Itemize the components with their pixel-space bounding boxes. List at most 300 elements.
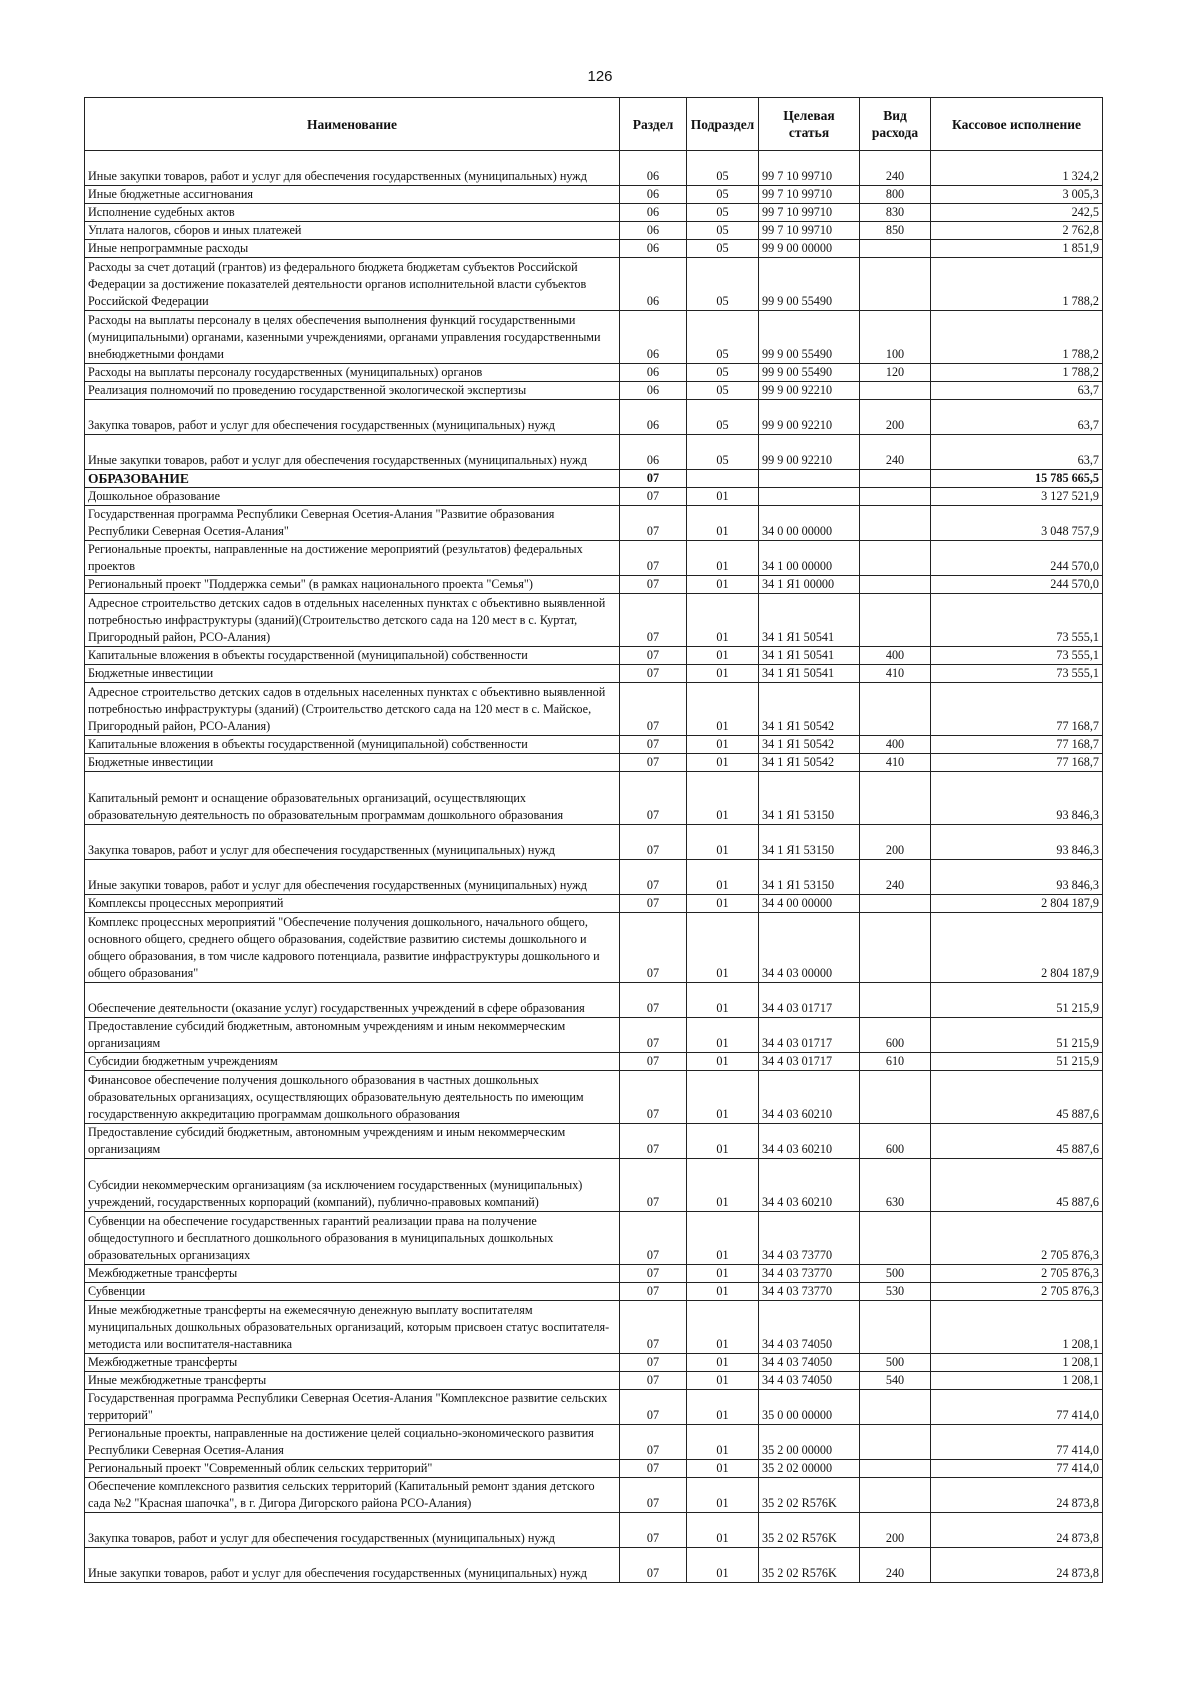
row-amount: 93 846,3 (931, 825, 1103, 860)
table-row (85, 204, 1103, 222)
row-name: Расходы на выплаты персоналу в целях обеспечения выполнения функций государственными (муниципальными) органами, казенными учреждениями, органами управления государственными внебюджетными фондами (85, 311, 620, 364)
row-section-code: 06 (620, 222, 687, 240)
row-expense-type: 530 (860, 1283, 931, 1301)
row-amount: 93 846,3 (931, 772, 1103, 825)
row-amount: 77 414,0 (931, 1425, 1103, 1460)
row-section-code: 07 (620, 1071, 687, 1124)
row-name: Обеспечение комплексного развития сельских территорий (Капитальный ремонт здания детского сада №2 "Красная шапочка", в г. Дигора Дигорского района РСО-Алания) (85, 1478, 620, 1513)
row-expense-type: 800 (860, 186, 931, 204)
row-amount: 2 804 187,9 (931, 913, 1103, 983)
row-amount: 1 208,1 (931, 1354, 1103, 1372)
row-name: Иные бюджетные ассигнования (85, 186, 620, 204)
row-expense-type (860, 258, 931, 311)
table-row (85, 364, 1103, 382)
row-subsection-code: 01 (687, 647, 759, 665)
header-section: Раздел (620, 98, 687, 151)
row-name: Расходы за счет дотаций (грантов) из федерального бюджета бюджетам субъектов Российской Федерации за достижение показателей деятельности органов исполнительной власти субъектов Российской Федерации (85, 258, 620, 311)
row-article-code: 34 4 03 74050 (759, 1372, 860, 1390)
table-row (85, 258, 1103, 311)
row-expense-type: 850 (860, 222, 931, 240)
row-section-code: 07 (620, 772, 687, 825)
row-amount: 73 555,1 (931, 594, 1103, 647)
row-article-code: 99 9 00 55490 (759, 311, 860, 364)
row-article-code: 99 9 00 92210 (759, 400, 860, 435)
row-expense-type (860, 1460, 931, 1478)
row-name: Бюджетные инвестиции (85, 754, 620, 772)
table-row (85, 222, 1103, 240)
row-article-code: 99 7 10 99710 (759, 204, 860, 222)
table-row (85, 488, 1103, 506)
row-subsection-code: 01 (687, 754, 759, 772)
row-expense-type (860, 913, 931, 983)
row-name: Субсидии бюджетным учреждениям (85, 1053, 620, 1071)
row-amount: 73 555,1 (931, 665, 1103, 683)
row-subsection-code: 01 (687, 1390, 759, 1425)
row-name: Дошкольное образование (85, 488, 620, 506)
table-row (85, 435, 1103, 470)
row-name: Иные непрограммные расходы (85, 240, 620, 258)
row-amount: 24 873,8 (931, 1478, 1103, 1513)
row-section-code: 07 (620, 1354, 687, 1372)
row-expense-type: 120 (860, 364, 931, 382)
row-expense-type (860, 541, 931, 576)
row-article-code (759, 488, 860, 506)
row-amount: 2 705 876,3 (931, 1283, 1103, 1301)
row-expense-type (860, 1390, 931, 1425)
row-amount: 3 005,3 (931, 186, 1103, 204)
row-expense-type: 240 (860, 860, 931, 895)
table-row (85, 186, 1103, 204)
row-expense-type: 200 (860, 400, 931, 435)
row-subsection-code: 01 (687, 1460, 759, 1478)
row-section-code: 07 (620, 754, 687, 772)
row-amount: 15 785 665,5 (931, 470, 1103, 488)
row-section-code: 07 (620, 895, 687, 913)
row-name: Капитальные вложения в объекты государственной (муниципальной) собственности (85, 736, 620, 754)
row-name: Региональный проект "Поддержка семьи" (в рамках национального проекта "Семья") (85, 576, 620, 594)
row-name: Иные межбюджетные трансферты на ежемесячную денежную выплату воспитателям муниципальных дошкольных образовательных организаций, которым присвоен статус воспитателя-методиста или воспитателя-наставника (85, 1301, 620, 1354)
row-section-code: 07 (620, 1283, 687, 1301)
row-article-code: 35 0 00 00000 (759, 1390, 860, 1425)
row-amount: 1 324,2 (931, 151, 1103, 186)
row-section-code: 07 (620, 983, 687, 1018)
row-subsection-code: 01 (687, 1548, 759, 1583)
row-amount: 1 788,2 (931, 258, 1103, 311)
row-section-code: 07 (620, 1425, 687, 1460)
row-name: Межбюджетные трансферты (85, 1265, 620, 1283)
row-expense-type (860, 895, 931, 913)
row-subsection-code: 05 (687, 258, 759, 311)
row-expense-type: 500 (860, 1265, 931, 1283)
row-subsection-code: 01 (687, 772, 759, 825)
row-expense-type: 610 (860, 1053, 931, 1071)
row-article-code: 34 1 Я1 50541 (759, 665, 860, 683)
row-amount: 51 215,9 (931, 1018, 1103, 1053)
row-section-code: 06 (620, 311, 687, 364)
header-name: Наименование (85, 98, 620, 151)
table-row (85, 736, 1103, 754)
row-amount: 63,7 (931, 435, 1103, 470)
table-row (85, 1390, 1103, 1425)
row-article-code: 99 9 00 92210 (759, 382, 860, 400)
row-article-code: 34 1 Я1 53150 (759, 860, 860, 895)
row-amount: 244 570,0 (931, 576, 1103, 594)
row-article-code: 34 1 Я1 53150 (759, 825, 860, 860)
row-expense-type: 240 (860, 1548, 931, 1583)
row-subsection-code: 01 (687, 665, 759, 683)
row-article-code: 99 7 10 99710 (759, 222, 860, 240)
row-expense-type: 400 (860, 736, 931, 754)
row-article-code: 34 4 03 01717 (759, 1018, 860, 1053)
table-row (85, 240, 1103, 258)
table-row (85, 895, 1103, 913)
row-subsection-code: 01 (687, 488, 759, 506)
row-name: Комплексы процессных мероприятий (85, 895, 620, 913)
row-expense-type (860, 772, 931, 825)
row-name: Реализация полномочий по проведению государственной экологической экспертизы (85, 382, 620, 400)
row-amount: 1 788,2 (931, 311, 1103, 364)
row-subsection-code: 01 (687, 1053, 759, 1071)
row-expense-type: 830 (860, 204, 931, 222)
budget-table (84, 97, 1103, 1583)
row-amount: 45 887,6 (931, 1159, 1103, 1212)
row-article-code: 35 2 02 R576K (759, 1513, 860, 1548)
row-expense-type (860, 506, 931, 541)
table-row (85, 860, 1103, 895)
row-section-code: 07 (620, 541, 687, 576)
row-article-code: 99 7 10 99710 (759, 151, 860, 186)
row-article-code: 34 1 Я1 53150 (759, 772, 860, 825)
row-subsection-code: 05 (687, 240, 759, 258)
row-article-code: 34 1 Я1 50542 (759, 754, 860, 772)
row-expense-type: 540 (860, 1372, 931, 1390)
table-row (85, 1071, 1103, 1124)
row-section-code: 06 (620, 258, 687, 311)
row-subsection-code: 01 (687, 1018, 759, 1053)
table-row (85, 1548, 1103, 1583)
row-subsection-code: 01 (687, 1354, 759, 1372)
row-article-code: 34 1 Я1 50541 (759, 647, 860, 665)
row-article-code: 34 4 03 74050 (759, 1301, 860, 1354)
row-expense-type (860, 240, 931, 258)
table-row (85, 470, 1103, 488)
row-subsection-code: 05 (687, 222, 759, 240)
row-name: Исполнение судебных актов (85, 204, 620, 222)
row-article-code: 35 2 00 00000 (759, 1425, 860, 1460)
row-amount: 2 705 876,3 (931, 1212, 1103, 1265)
row-section-code: 07 (620, 1372, 687, 1390)
row-name: Субвенции на обеспечение государственных гарантий реализации права на получение общедоступного и бесплатного дошкольного образования в муниципальных дошкольных образовательных организациях (85, 1212, 620, 1265)
row-article-code: 34 1 Я1 50541 (759, 594, 860, 647)
row-amount: 242,5 (931, 204, 1103, 222)
table-row (85, 1283, 1103, 1301)
row-subsection-code: 05 (687, 364, 759, 382)
row-section-code: 07 (620, 488, 687, 506)
row-expense-type (860, 488, 931, 506)
row-subsection-code: 01 (687, 825, 759, 860)
table-row (85, 594, 1103, 647)
row-name: Обеспечение деятельности (оказание услуг) государственных учреждений в сфере образования (85, 983, 620, 1018)
row-amount: 1 851,9 (931, 240, 1103, 258)
row-name: Бюджетные инвестиции (85, 665, 620, 683)
row-amount: 51 215,9 (931, 983, 1103, 1018)
row-amount: 63,7 (931, 400, 1103, 435)
row-name: Закупка товаров, работ и услуг для обеспечения государственных (муниципальных) нужд (85, 825, 620, 860)
row-subsection-code: 01 (687, 541, 759, 576)
row-subsection-code: 01 (687, 576, 759, 594)
row-subsection-code: 05 (687, 435, 759, 470)
row-article-code: 34 4 03 73770 (759, 1265, 860, 1283)
row-expense-type: 410 (860, 665, 931, 683)
row-name: Уплата налогов, сборов и иных платежей (85, 222, 620, 240)
row-article-code: 34 4 03 01717 (759, 1053, 860, 1071)
table-row (85, 151, 1103, 186)
row-name: Иные закупки товаров, работ и услуг для обеспечения государственных (муниципальных) нужд (85, 860, 620, 895)
row-section-code: 07 (620, 1301, 687, 1354)
row-name: Закупка товаров, работ и услуг для обеспечения государственных (муниципальных) нужд (85, 1513, 620, 1548)
table-row (85, 1265, 1103, 1283)
row-section-code: 07 (620, 576, 687, 594)
row-amount: 77 168,7 (931, 736, 1103, 754)
row-amount: 73 555,1 (931, 647, 1103, 665)
row-amount: 2 762,8 (931, 222, 1103, 240)
table-row (85, 1124, 1103, 1159)
row-section-code: 07 (620, 860, 687, 895)
row-section-code: 07 (620, 1212, 687, 1265)
row-subsection-code: 01 (687, 1425, 759, 1460)
table-row (85, 400, 1103, 435)
row-name: Иные закупки товаров, работ и услуг для обеспечения государственных (муниципальных) нужд (85, 151, 620, 186)
row-subsection-code (687, 470, 759, 488)
row-section-code: 07 (620, 470, 687, 488)
row-article-code: 99 9 00 00000 (759, 240, 860, 258)
row-expense-type: 400 (860, 647, 931, 665)
row-subsection-code: 01 (687, 1372, 759, 1390)
table-row (85, 1018, 1103, 1053)
header-subsection: Подраздел (687, 98, 759, 151)
table-header (85, 98, 1103, 151)
row-amount: 45 887,6 (931, 1071, 1103, 1124)
row-subsection-code: 01 (687, 683, 759, 736)
row-section-code: 06 (620, 151, 687, 186)
row-article-code: 34 4 03 60210 (759, 1159, 860, 1212)
row-expense-type (860, 470, 931, 488)
row-article-code: 99 7 10 99710 (759, 186, 860, 204)
row-expense-type: 410 (860, 754, 931, 772)
row-article-code: 34 4 03 73770 (759, 1283, 860, 1301)
row-article-code: 34 4 03 74050 (759, 1354, 860, 1372)
row-subsection-code: 01 (687, 983, 759, 1018)
row-subsection-code: 05 (687, 382, 759, 400)
row-name: Расходы на выплаты персоналу государственных (муниципальных) органов (85, 364, 620, 382)
row-section-code: 07 (620, 594, 687, 647)
table-row (85, 576, 1103, 594)
row-subsection-code: 01 (687, 1071, 759, 1124)
row-section-code: 07 (620, 683, 687, 736)
row-name: ОБРАЗОВАНИЕ (85, 470, 620, 488)
row-article-code: 35 2 02 00000 (759, 1460, 860, 1478)
row-subsection-code: 01 (687, 736, 759, 754)
row-expense-type (860, 576, 931, 594)
row-article-code: 34 4 03 60210 (759, 1071, 860, 1124)
row-name: Предоставление субсидий бюджетным, автономным учреждениям и иным некоммерческим организациям (85, 1124, 620, 1159)
row-article-code: 34 4 03 01717 (759, 983, 860, 1018)
row-amount: 3 127 521,9 (931, 488, 1103, 506)
row-section-code: 07 (620, 1018, 687, 1053)
table-row (85, 754, 1103, 772)
row-article-code: 35 2 02 R576K (759, 1478, 860, 1513)
row-article-code: 34 1 00 00000 (759, 541, 860, 576)
row-subsection-code: 01 (687, 895, 759, 913)
row-subsection-code: 01 (687, 1478, 759, 1513)
row-section-code: 07 (620, 1513, 687, 1548)
row-name: Предоставление субсидий бюджетным, автономным учреждениям и иным некоммерческим организациям (85, 1018, 620, 1053)
row-subsection-code: 01 (687, 1301, 759, 1354)
row-name: Региональные проекты, направленные на достижение мероприятий (результатов) федеральных проектов (85, 541, 620, 576)
row-amount: 77 168,7 (931, 754, 1103, 772)
row-subsection-code: 05 (687, 400, 759, 435)
row-name: Капитальный ремонт и оснащение образовательных организаций, осуществляющих образовательную деятельность по образовательным программам дошкольного образования (85, 772, 620, 825)
row-name: Иные закупки товаров, работ и услуг для обеспечения государственных (муниципальных) нужд (85, 1548, 620, 1583)
table-row (85, 1478, 1103, 1513)
row-expense-type: 100 (860, 311, 931, 364)
row-name: Закупка товаров, работ и услуг для обеспечения государственных (муниципальных) нужд (85, 400, 620, 435)
row-name: Финансовое обеспечение получения дошкольного образования в частных дошкольных образовательных организациях, осуществляющих образовательную деятельность по имеющим государственную аккредитацию программам дошкольного образования (85, 1071, 620, 1124)
row-article-code: 99 9 00 55490 (759, 258, 860, 311)
table-row (85, 1053, 1103, 1071)
row-amount: 63,7 (931, 382, 1103, 400)
row-amount: 77 414,0 (931, 1390, 1103, 1425)
row-subsection-code: 05 (687, 186, 759, 204)
row-expense-type: 240 (860, 151, 931, 186)
row-amount: 45 887,6 (931, 1124, 1103, 1159)
row-expense-type: 200 (860, 1513, 931, 1548)
row-article-code: 99 9 00 55490 (759, 364, 860, 382)
table-row (85, 1513, 1103, 1548)
row-section-code: 07 (620, 1478, 687, 1513)
row-article-code: 34 4 03 60210 (759, 1124, 860, 1159)
row-name: Межбюджетные трансферты (85, 1354, 620, 1372)
row-article-code: 34 1 Я1 50542 (759, 683, 860, 736)
row-amount: 3 048 757,9 (931, 506, 1103, 541)
row-amount: 77 414,0 (931, 1460, 1103, 1478)
row-section-code: 07 (620, 506, 687, 541)
row-expense-type (860, 1478, 931, 1513)
row-subsection-code: 01 (687, 1159, 759, 1212)
row-article-code: 34 4 03 73770 (759, 1212, 860, 1265)
row-section-code: 07 (620, 1548, 687, 1583)
row-section-code: 06 (620, 400, 687, 435)
row-amount: 24 873,8 (931, 1513, 1103, 1548)
row-subsection-code: 01 (687, 913, 759, 983)
table-row (85, 1425, 1103, 1460)
header-row (85, 98, 1103, 151)
row-section-code: 06 (620, 204, 687, 222)
row-section-code: 07 (620, 1159, 687, 1212)
row-name: Адресное строительство детских садов в отдельных населенных пунктах с объективно выявленной потребностью инфраструктуры (зданий)(Строительство детского сада на 120 мест в с. Куртат, Пригородный район, РСО-Алания) (85, 594, 620, 647)
row-subsection-code: 01 (687, 1513, 759, 1548)
row-amount: 1 208,1 (931, 1301, 1103, 1354)
row-expense-type (860, 1301, 931, 1354)
row-expense-type (860, 1425, 931, 1460)
row-expense-type: 500 (860, 1354, 931, 1372)
row-subsection-code: 01 (687, 1124, 759, 1159)
row-article-code: 35 2 02 R576K (759, 1548, 860, 1583)
row-expense-type: 200 (860, 825, 931, 860)
row-subsection-code: 05 (687, 151, 759, 186)
row-section-code: 07 (620, 736, 687, 754)
header-expense-type: Вид расхода (860, 98, 931, 151)
header-article: Целевая статья (759, 98, 860, 151)
row-subsection-code: 05 (687, 204, 759, 222)
row-amount: 93 846,3 (931, 860, 1103, 895)
table-row (85, 1212, 1103, 1265)
row-subsection-code: 01 (687, 1283, 759, 1301)
row-section-code: 07 (620, 1053, 687, 1071)
row-section-code: 07 (620, 1124, 687, 1159)
row-section-code: 06 (620, 364, 687, 382)
row-subsection-code: 01 (687, 594, 759, 647)
table-row (85, 683, 1103, 736)
row-section-code: 06 (620, 435, 687, 470)
row-section-code: 06 (620, 382, 687, 400)
row-name: Комплекс процессных мероприятий "Обеспечение получения дошкольного, начального общего, основного общего, среднего общего образования, содействие развитию системы дошкольного и общего образования, в том числе кадрового потенциала, развитие инфраструктуры дошкольного и общего образования" (85, 913, 620, 983)
row-expense-type: 600 (860, 1018, 931, 1053)
row-expense-type (860, 1212, 931, 1265)
row-expense-type (860, 683, 931, 736)
row-section-code: 07 (620, 1390, 687, 1425)
row-subsection-code: 01 (687, 860, 759, 895)
table-row (85, 1301, 1103, 1354)
row-article-code: 99 9 00 92210 (759, 435, 860, 470)
table-row (85, 1159, 1103, 1212)
row-name: Капитальные вложения в объекты государственной (муниципальной) собственности (85, 647, 620, 665)
row-subsection-code: 05 (687, 311, 759, 364)
table-body (85, 151, 1103, 1583)
header-amount: Кассовое исполнение (931, 98, 1103, 151)
row-expense-type (860, 1071, 931, 1124)
row-amount: 51 215,9 (931, 1053, 1103, 1071)
row-article-code: 34 4 00 00000 (759, 895, 860, 913)
row-section-code: 07 (620, 647, 687, 665)
row-expense-type: 240 (860, 435, 931, 470)
row-expense-type (860, 382, 931, 400)
row-expense-type: 600 (860, 1124, 931, 1159)
row-name: Субсидии некоммерческим организациям (за исключением государственных (муниципальных) учреждений, государственных корпораций (компаний), публично-правовых компаний) (85, 1159, 620, 1212)
table-row (85, 983, 1103, 1018)
row-section-code: 06 (620, 186, 687, 204)
row-amount: 1 788,2 (931, 364, 1103, 382)
row-name: Иные межбюджетные трансферты (85, 1372, 620, 1390)
table-row (85, 825, 1103, 860)
row-expense-type (860, 983, 931, 1018)
row-amount: 1 208,1 (931, 1372, 1103, 1390)
row-expense-type (860, 594, 931, 647)
row-name: Иные закупки товаров, работ и услуг для обеспечения государственных (муниципальных) нужд (85, 435, 620, 470)
table-row (85, 913, 1103, 983)
row-section-code: 07 (620, 1265, 687, 1283)
row-section-code: 07 (620, 665, 687, 683)
row-article-code: 34 0 00 00000 (759, 506, 860, 541)
row-article-code: 34 1 Я1 50542 (759, 736, 860, 754)
row-amount: 77 168,7 (931, 683, 1103, 736)
table-row (85, 772, 1103, 825)
table-row (85, 1460, 1103, 1478)
row-subsection-code: 01 (687, 506, 759, 541)
row-article-code (759, 470, 860, 488)
row-subsection-code: 01 (687, 1212, 759, 1265)
row-amount: 2 804 187,9 (931, 895, 1103, 913)
